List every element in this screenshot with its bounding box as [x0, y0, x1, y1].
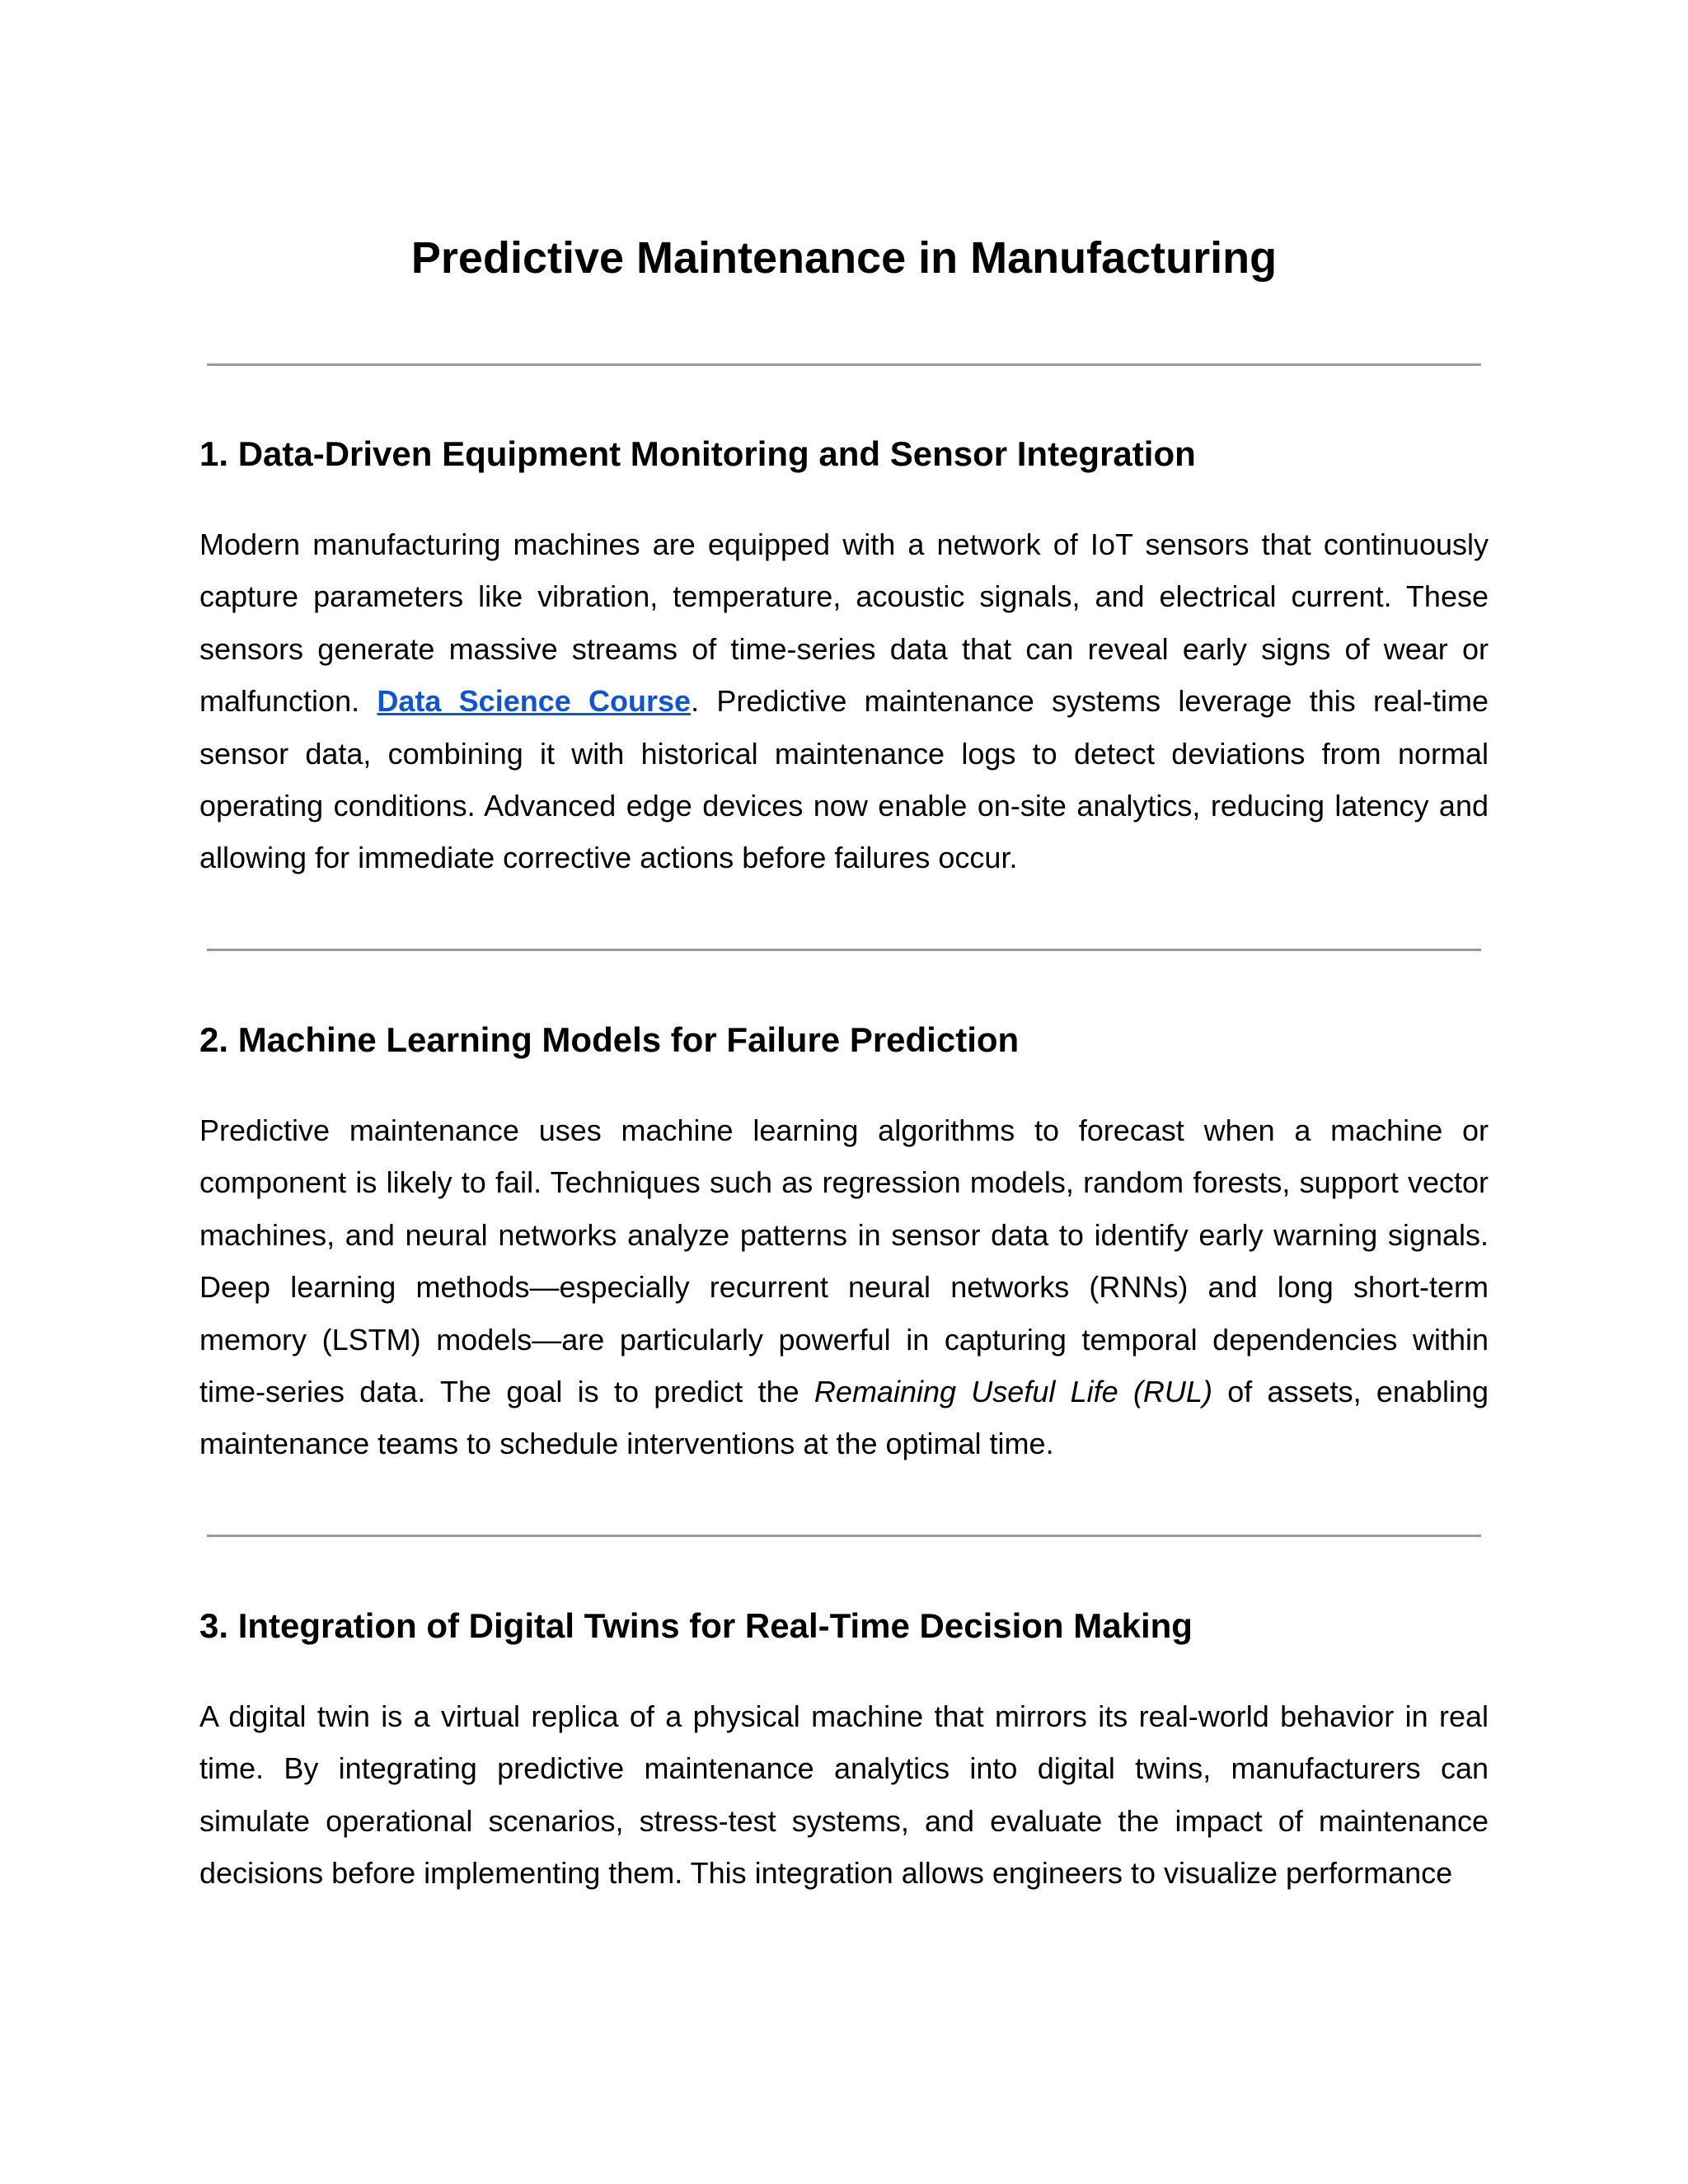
data-science-course-link[interactable]: Data Science Course — [377, 684, 692, 719]
section-paragraph-1 — [199, 518, 1489, 884]
section-divider — [207, 1535, 1481, 1537]
paragraph-text: Modern manufacturing machines are equipped with a network of IoT sensors that continuously capture parameters like vibration, temperature, acoustic signals, and electrical current. These sensors generate massive streams of time-series data that can reveal early signs of wear or malfunction. — [199, 527, 1489, 719]
section-heading-3: 3. Integration of Digital Twins for Real-Time Decision Making — [199, 1606, 1193, 1645]
section-heading-2: 2. Machine Learning Models for Failure Prediction — [199, 1020, 1020, 1059]
paragraph-text: . Predictive maintenance systems leverage this real-time sensor data, combining it with historical maintenance logs to detect deviations from normal operating conditions. Advanced edge devices now enable on-site analytics, reducing latency and allowing for immediate corrective actions before failures occur. — [199, 684, 1489, 875]
paragraph-text: Predictive maintenance uses machine learning algorithms to forecast when a machine or component is likely to fail. Techniques such as regression models, random forests, support vector machines, and neural networks analyze patterns in sensor data to identify early warning signals. Deep learning methods—especially recurrent neural networks (RNNs) and long short-term memory (LSTM) models—are particularly powerful in capturing temporal dependencies within time-series data. The goal is to predict the — [199, 1113, 1489, 1409]
document-title: Predictive Maintenance in Manufacturing — [410, 233, 1278, 283]
section-divider — [207, 363, 1481, 366]
section-paragraph-2 — [199, 1104, 1489, 1470]
rul-term: Remaining Useful Life (RUL) — [814, 1375, 1212, 1409]
paragraph-text: of assets, enabling maintenance teams to schedule interventions at the optimal time. — [199, 1375, 1489, 1461]
section-divider — [207, 949, 1481, 951]
section-heading-1: 1. Data-Driven Equipment Monitoring and Sensor Integration — [199, 434, 1196, 473]
section-paragraph-3: A digital twin is a virtual replica of a physical machine that mirrors its real-world behavior in real time. By integrating predictive maintenance analytics into digital twins, manufacturers can simulate operational scenarios, stress-test systems, and evaluate the impact of maintenance decisions before implementing them. This integration allows engineers to visualize performance — [199, 1699, 1489, 1891]
